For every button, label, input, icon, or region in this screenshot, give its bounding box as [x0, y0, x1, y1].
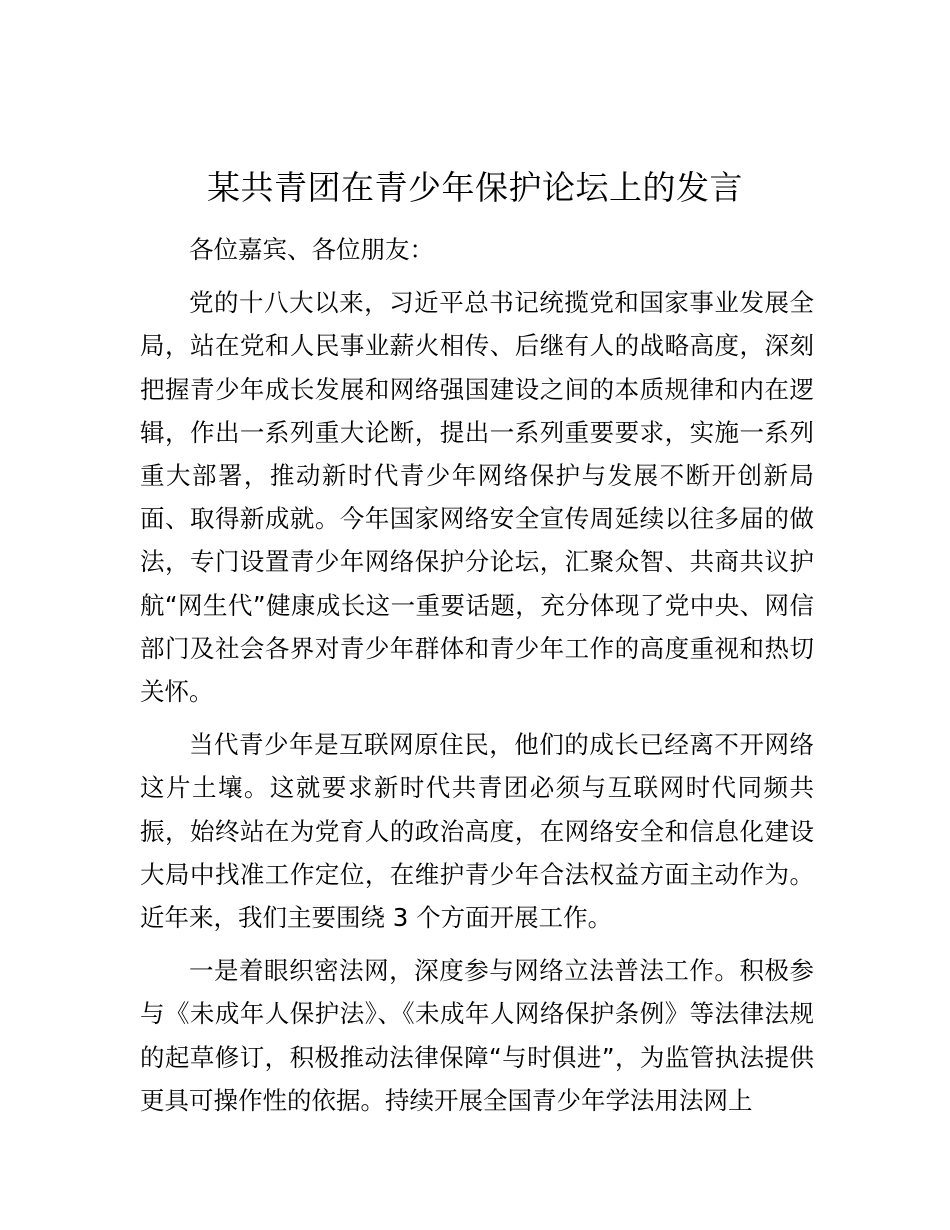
paragraph-1: 党的十八大以来，习近平总书记统揽党和国家事业发展全局，站在党和人民事业薪火相传、后继有人的战略高度，深刻把握青少年成长发展和网络强国建设之间的本质规律和内在逻辑，作出一系列重大论断，提出一系列重要要求，实施一系列重大部署，推动新时代青少年网络保护与发展不断开创新局面、取得新成就。今年国家网络安全宣传周延续以往多届的做法，专门设置青少年网络保护分论坛，汇聚众智、共商共议护航“网生代”健康成长这一重要话题，充分体现了党中央、网信部门及社会各界对青少年群体和青少年工作的高度重视和热切关怀。 — [140, 288, 814, 707]
document-title: 某共青团在青少年保护论坛上的发言 — [207, 168, 743, 207]
document-body — [140, 228, 814, 1122]
paragraph-3: 一是着眼织密法网，深度参与网络立法普法工作。积极参与《未成年人保护法》、《未成年人网络保护条例》等法律法规的起草修订，积极推动法律保障“与时俱进”，为监管执法提供更具可操作性的依据。持续开展全国青少年学法用法网上 — [140, 956, 814, 1115]
paragraph-2: 当代青少年是互联网原住民，他们的成长已经离不开网络这片土壤。这就要求新时代共青团必须与互联网时代同频共振，始终站在为党育人的政治高度，在网络安全和信息化建设大局中找准工作定位，在维护青少年合法权益方面主动作为。近年来，我们主要围绕 3 个方面开展工作。 — [140, 730, 814, 933]
salutation: 各位嘉宾、各位朋友： — [189, 235, 434, 264]
